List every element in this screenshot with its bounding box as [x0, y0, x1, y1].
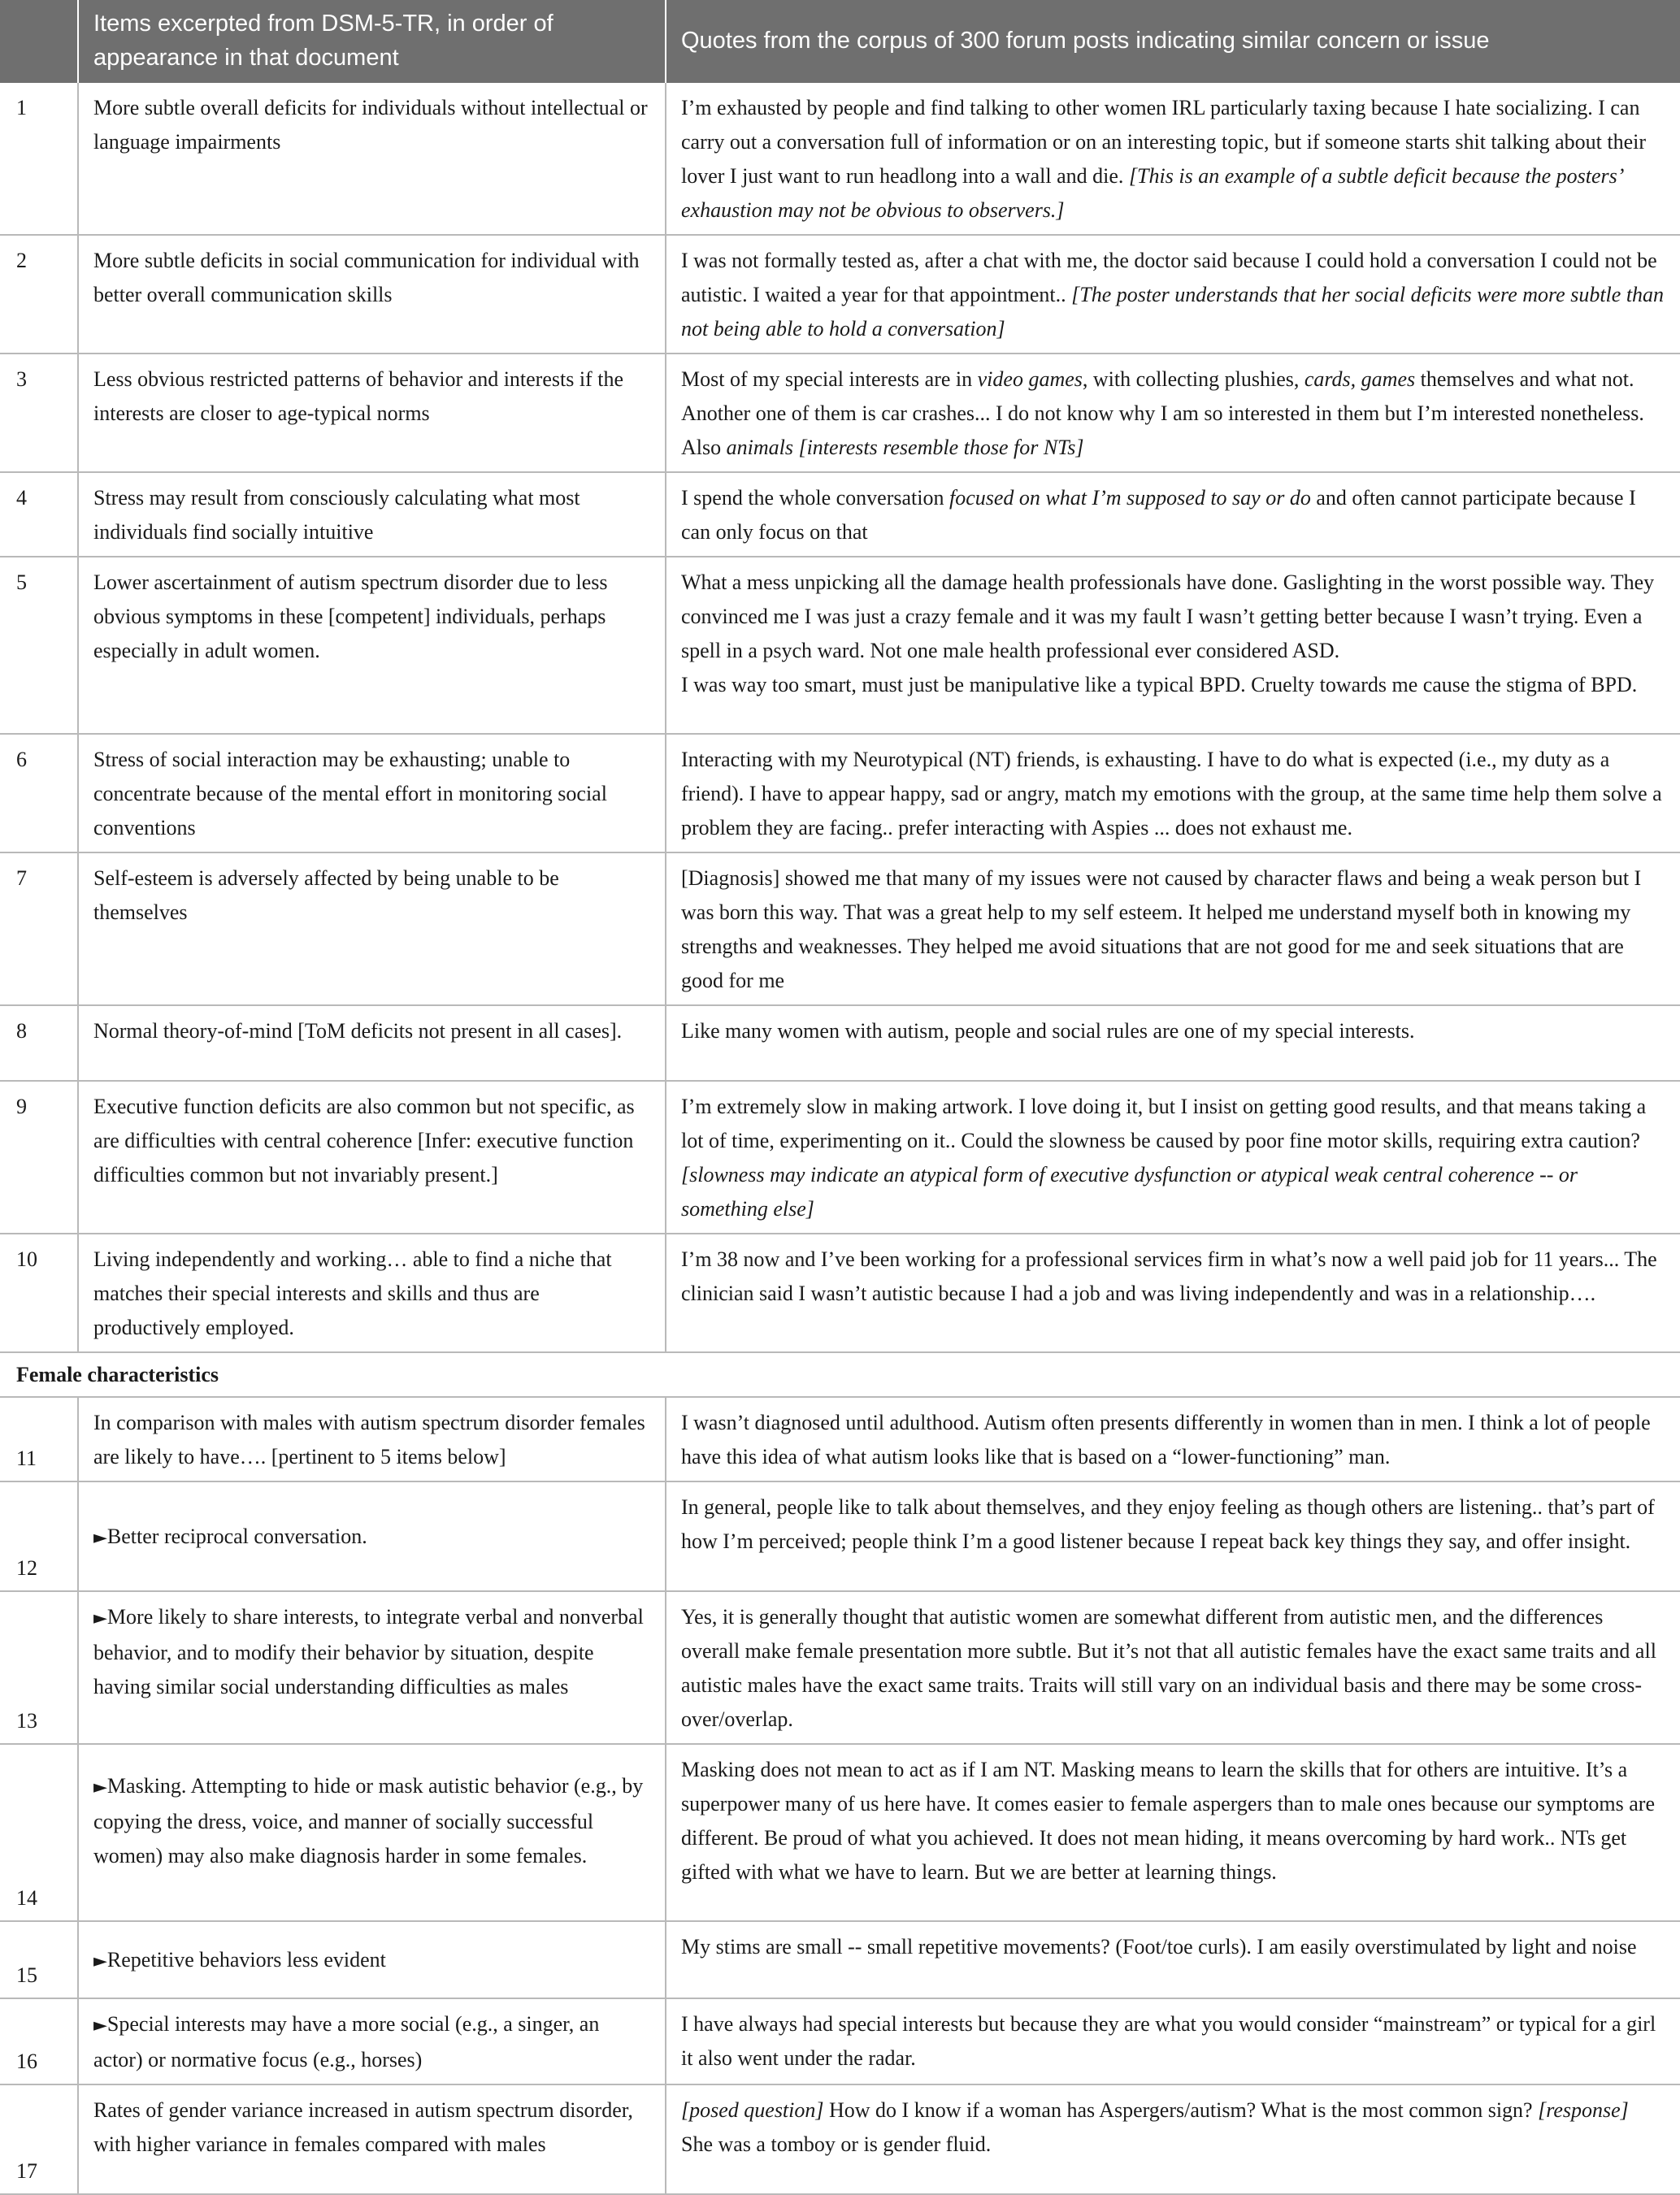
dsm-item: Stress may result from consciously calculating what most individuals find socially intuitive — [78, 472, 666, 557]
dsm-item — [78, 1591, 666, 1744]
quote-text: What a mess unpicking all the damage health professionals have done. Gaslighting in the worst possible way. They convinced me I was just a crazy female and it was my fault I wasn’t getting better because I wasn’t trying. Even a spell in a psych ward. Not one male health professional ever considered ASD. — [681, 570, 1655, 662]
dsm-item: More subtle deficits in social communication for individual with better overall communication skills — [78, 235, 666, 354]
table-row — [0, 1921, 1680, 1998]
forum-quote: I wasn’t diagnosed until adulthood. Autism often presents differently in women than in men. I think a lot of people have this idea of what autism looks like that is based on a “lower-functioning” man. — [666, 1397, 1680, 1481]
table-row — [0, 1744, 1680, 1921]
row-number: 7 — [0, 852, 78, 1005]
section-row — [0, 1352, 1680, 1397]
row-number: 5 — [0, 557, 78, 734]
row-number: 6 — [0, 734, 78, 852]
author-note: [The poster understands that her social deficits were more subtle than not being able to hold a conversation] — [681, 283, 1665, 341]
dsm-item: Stress of social interaction may be exhausting; unable to concentrate because of the mental effort in monitoring social conventions — [78, 734, 666, 852]
row-number: 17 — [0, 2084, 78, 2194]
forum-quote — [666, 354, 1680, 472]
table-header-row — [0, 0, 1680, 83]
row-number: 11 — [0, 1397, 78, 1481]
quote-text: themselves and what not. Another one of them is car crashes... I do not know why I am so interested in them but I’m interested nonetheless. Also — [681, 367, 1644, 459]
pointer-arrow-icon: ► — [93, 1608, 107, 1629]
quote-italic: cards, games — [1304, 367, 1416, 391]
quote-italic: [posed question] — [681, 2098, 824, 2122]
dsm-item — [78, 1921, 666, 1998]
dsm-item — [78, 1744, 666, 1921]
quote-text: and often cannot participate because I can only focus on that — [681, 486, 1636, 544]
quote-italic: focused on what I’m supposed to say or do — [949, 486, 1311, 510]
dsm-item: Executive function deficits are also common but not specific, as are difficulties with central coherence [Infer: executive function difficulties common but not invariably present.] — [78, 1081, 666, 1234]
table-row — [0, 1234, 1680, 1352]
table-row — [0, 1998, 1680, 2084]
row-number: 1 — [0, 83, 78, 235]
row-number: 3 — [0, 354, 78, 472]
quote-text: I was way too smart, must just be manipulative like a typical BPD. Cruelty towards me cause the stigma of BPD. — [681, 673, 1638, 696]
dsm-item: Living independently and working… able to find a niche that matches their special interests and skills and thus are productively employed. — [78, 1234, 666, 1352]
forum-quote — [666, 472, 1680, 557]
dsm-item — [78, 1481, 666, 1591]
quote-italic: animals [interests resemble those for NTs] — [726, 436, 1084, 459]
row-number: 2 — [0, 235, 78, 354]
table-row — [0, 354, 1680, 472]
dsm-item: Self-esteem is adversely affected by being unable to be themselves — [78, 852, 666, 1005]
dsm-item: In comparison with males with autism spectrum disorder females are likely to have…. [pertinent to 5 items below] — [78, 1397, 666, 1481]
forum-quote: I have always had special interests but because they are what you would consider “mainstream” or typical for a girl it also went under the radar. — [666, 1998, 1680, 2084]
forum-quote: My stims are small -- small repetitive movements? (Foot/toe curls). I am easily overstimulated by light and noise — [666, 1921, 1680, 1998]
quote-text: , with collecting plushies, — [1082, 367, 1304, 391]
table-row — [0, 1081, 1680, 1234]
forum-quote — [666, 235, 1680, 354]
quote-text: I’m extremely slow in making artwork. I love doing it, but I insist on getting good results, and that means taking a lot of time, experimenting on it.. Could the slowness be caused by poor fine motor skills, requiring extra caution? — [681, 1095, 1647, 1152]
forum-quote: In general, people like to talk about themselves, and they enjoy feeling as though others are listening.. that’s part of how I’m perceived; people think I’m a good listener because I repeat back key things they say, and offer insight. — [666, 1481, 1680, 1591]
dsm-item-text: More likely to share interests, to integrate verbal and nonverbal behavior, and to modify their behavior by situation, despite having similar social understanding difficulties as males — [93, 1605, 644, 1698]
table-row — [0, 2084, 1680, 2194]
row-number: 12 — [0, 1481, 78, 1591]
quote-italic: [response] — [1538, 2098, 1629, 2122]
forum-quote: Masking does not mean to act as if I am NT. Masking means to learn the skills that for others are intuitive. It’s a superpower many of us here have. It comes easier to female aspergers than to male ones because our symptoms are different. Be proud of what you achieved. It does not mean hiding, it means overcoming by hard work.. NTs get gifted with what we have to learn. But we are better at learning things. — [666, 1744, 1680, 1921]
pointer-arrow-icon: ► — [93, 1777, 107, 1798]
quote-text: I was not formally tested as, after a chat with me, the doctor said because I could hold a conversation I could not be autistic. I waited a year for that appointment.. — [681, 249, 1657, 306]
forum-quote — [666, 557, 1680, 734]
table-row — [0, 1591, 1680, 1744]
quote-text: Most of my special interests are in — [681, 367, 978, 391]
table-row — [0, 1005, 1680, 1081]
forum-quote — [666, 2084, 1680, 2194]
row-number: 4 — [0, 472, 78, 557]
section-heading: Female characteristics — [0, 1352, 1680, 1397]
row-number: 8 — [0, 1005, 78, 1081]
forum-quote — [666, 1081, 1680, 1234]
row-number: 9 — [0, 1081, 78, 1234]
forum-quote: [Diagnosis] showed me that many of my issues were not caused by character flaws and being a weak person but I was born this way. That was a great help to my self esteem. It helped me understand myself both in knowing my strengths and weaknesses. They helped me avoid situations that are not good for me and seek situations that are good for me — [666, 852, 1680, 1005]
row-number: 13 — [0, 1591, 78, 1744]
table-row — [0, 734, 1680, 852]
forum-quote: Interacting with my Neurotypical (NT) friends, is exhausting. I have to do what is expected (i.e., my duty as a friend). I have to appear happy, sad or angry, match my emotions with the group, at the same time help them solve a problem they are facing.. prefer interacting with Aspies ... does not exhaust me. — [666, 734, 1680, 852]
table-row — [0, 472, 1680, 557]
quote-text: She was a tomboy or is gender fluid. — [681, 2132, 992, 2156]
quote-text: How do I know if a woman has Aspergers/autism? What is the most common sign? — [823, 2098, 1539, 2122]
forum-quote — [666, 83, 1680, 235]
dsm-item: Rates of gender variance increased in autism spectrum disorder, with higher variance in females compared with males — [78, 2084, 666, 2194]
dsm-item-text: Special interests may have a more social (e.g., a singer, an actor) or normative focus (e.g., horses) — [93, 2012, 600, 2071]
pointer-arrow-icon: ► — [93, 1950, 107, 1972]
header-forum-quotes: Quotes from the corpus of 300 forum posts indicating similar concern or issue — [666, 0, 1680, 83]
pointer-arrow-icon: ► — [93, 2015, 107, 2036]
row-number: 14 — [0, 1744, 78, 1921]
dsm-item: Lower ascertainment of autism spectrum disorder due to less obvious symptoms in these [competent] individuals, perhaps especially in adult women. — [78, 557, 666, 734]
forum-quote: I’m 38 now and I’ve been working for a professional services firm in what’s now a well paid job for 11 years... The clinician said I wasn’t autistic because I had a job and was living independently and was in a relationship…. — [666, 1234, 1680, 1352]
forum-quote: Like many women with autism, people and social rules are one of my special interests. — [666, 1005, 1680, 1081]
dsm-item: More subtle overall deficits for individuals without intellectual or language impairments — [78, 83, 666, 235]
dsm-item: Less obvious restricted patterns of behavior and interests if the interests are closer to age-typical norms — [78, 354, 666, 472]
author-note: [slowness may indicate an atypical form of executive dysfunction or atypical weak central coherence -- or something else] — [681, 1163, 1578, 1221]
header-dsm-items: Items excerpted from DSM-5-TR, in order of appearance in that document — [78, 0, 666, 83]
table-row — [0, 852, 1680, 1005]
dsm-item — [78, 1998, 666, 2084]
pointer-arrow-icon: ► — [93, 1527, 107, 1548]
dsm-item-text: Masking. Attempting to hide or mask autistic behavior (e.g., by copying the dress, voice, and manner of socially successful women) may also make diagnosis harder in some females. — [93, 1774, 644, 1867]
table-row — [0, 235, 1680, 354]
quote-text: I spend the whole conversation — [681, 486, 949, 510]
quote-italic: video games — [977, 367, 1083, 391]
table-row — [0, 557, 1680, 734]
table-row — [0, 83, 1680, 235]
forum-quote: Yes, it is generally thought that autistic women are somewhat different from autistic men, and the differences overall make female presentation more subtle. But it’s not that all autistic females have the exact same traits and all autistic males have the exact same traits. Traits will still vary on an individual basis and there may be some cross-over/overlap. — [666, 1591, 1680, 1744]
dsm-item-text: Better reciprocal conversation. — [106, 1524, 367, 1548]
row-number: 15 — [0, 1921, 78, 1998]
dsm-item-text: Repetitive behaviors less evident — [106, 1947, 386, 1972]
row-number: 16 — [0, 1998, 78, 2084]
header-number — [0, 0, 78, 83]
dsm-item: Normal theory-of-mind [ToM deficits not present in all cases]. — [78, 1005, 666, 1081]
table-row — [0, 1481, 1680, 1591]
author-note: [This is an example of a subtle deficit because the posters’ exhaustion may not be obvious to observers.] — [681, 164, 1622, 222]
quote-text: I’m exhausted by people and find talking to other women IRL particularly taxing because I hate socializing. I can carry out a conversation full of information or on an interesting topic, but if someone starts shit talking about their lover I just want to run headlong into a wall and die. — [681, 96, 1647, 188]
table-row — [0, 1397, 1680, 1481]
row-number: 10 — [0, 1234, 78, 1352]
